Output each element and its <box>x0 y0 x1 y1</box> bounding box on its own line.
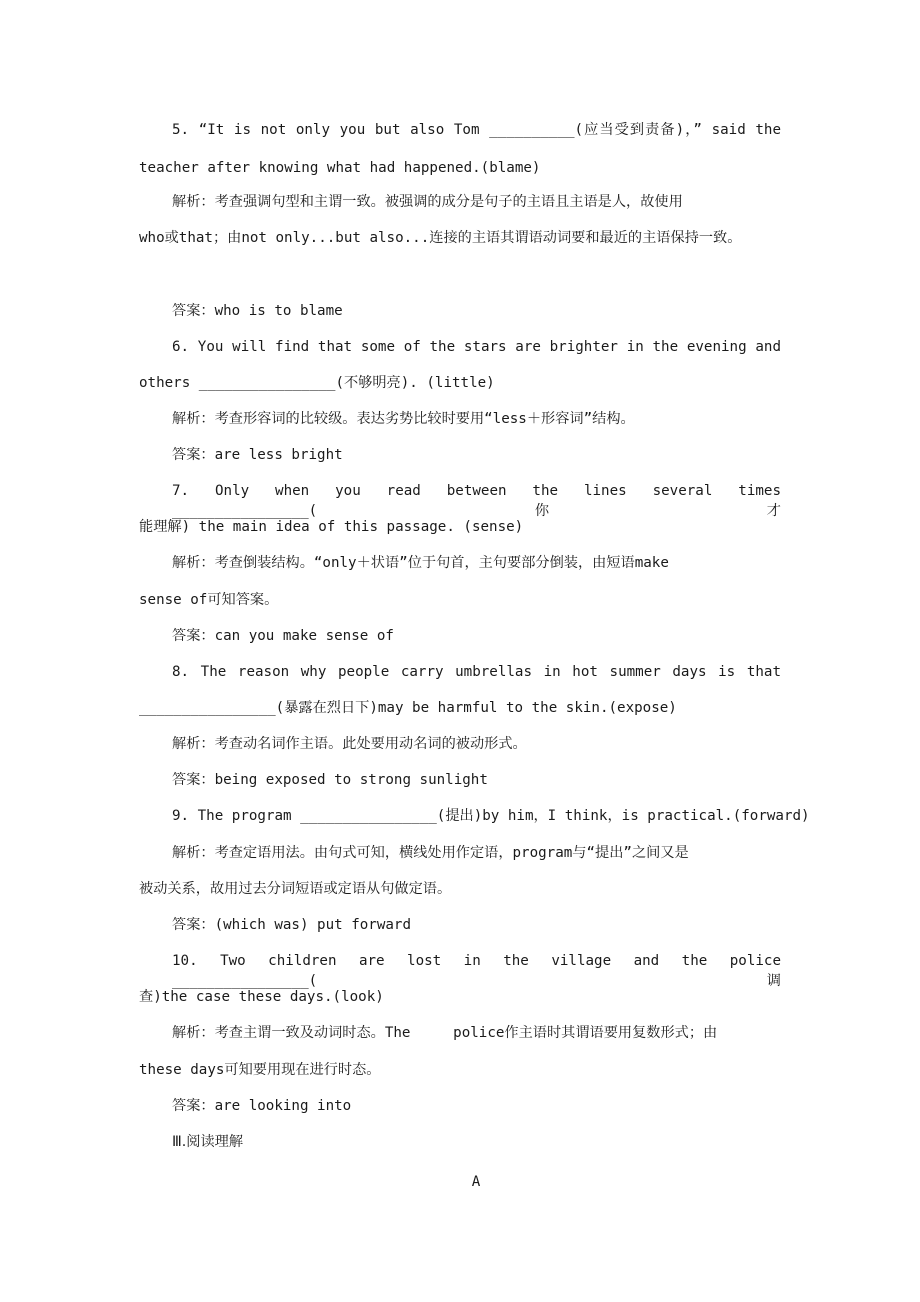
q9-explanation-line2: 被动关系，故用过去分词短语或定语从句做定语。 <box>139 881 452 897</box>
q7-line2: 能理解) the main idea of this passage. (sense) <box>139 519 524 535</box>
section-heading: Ⅲ.阅读理解 <box>172 1134 244 1150</box>
q10-line2: 查)the case these days.(look) <box>139 989 384 1005</box>
q8-answer: 答案：being exposed to strong sunlight <box>172 772 488 788</box>
q6-answer: 答案：are less bright <box>172 447 343 463</box>
q7-answer: 答案：can you make sense of <box>172 628 394 644</box>
q5-line1: 5. “It is not only you but also Tom __________(应当受到责备)，” said the <box>172 122 781 138</box>
q7-line1: 7. Only when you read between the lines several times ________________(你才 <box>172 483 781 519</box>
q9-line1: 9. The program ________________(提出)by him，I think，is practical.(forward) <box>172 808 810 824</box>
q8-line2: ________________(暴露在烈日下)may be harmful to the skin.(expose) <box>139 700 677 716</box>
q10-explanation-line2: these days可知要用现在进行时态。 <box>139 1062 381 1078</box>
q6-line1: 6. You will find that some of the stars are brighter in the evening and <box>172 339 781 355</box>
q10-answer: 答案：are looking into <box>172 1098 352 1114</box>
q9-explanation-line1: 解析：考查定语用法。由句式可知，横线处用作定语，program与“提出”之间又是 <box>172 845 689 861</box>
q8-line1: 8. The reason why people carry umbrellas in hot summer days is that <box>172 664 781 680</box>
q10-line1: 10. Two children are lost in the village and the police ________________(调 <box>172 953 781 989</box>
q5-line2: teacher after knowing what had happened.(blame) <box>139 160 541 176</box>
q9-answer: 答案：(which was) put forward <box>172 917 412 933</box>
q5-answer: 答案：who is to blame <box>172 303 343 319</box>
q7-explanation-line1: 解析：考查倒装结构。“only＋状语”位于句首，主句要部分倒装，由短语make <box>172 555 669 571</box>
q5-explanation-line1: 解析：考查强调句型和主谓一致。被强调的成分是句子的主语且主语是人，故使用 <box>172 194 683 210</box>
q7-explanation-line2: sense of可知答案。 <box>139 592 279 608</box>
part-label: A <box>471 1174 481 1190</box>
q6-explanation: 解析：考查形容词的比较级。表达劣势比较时要用“less＋形容词”结构。 <box>172 411 635 427</box>
q5-explanation-line2: who或that；由not only...but also...连接的主语其谓语动词要和最近的主语保持一致。 <box>139 230 742 246</box>
q6-line2: others ________________(不够明亮). (little) <box>139 375 495 391</box>
q8-explanation: 解析：考查动名词作主语。此处要用动名词的被动形式。 <box>172 736 527 752</box>
q10-explanation-line1: 解析：考查主谓一致及动词时态。The police作主语时其谓语要用复数形式；由 <box>172 1025 718 1041</box>
